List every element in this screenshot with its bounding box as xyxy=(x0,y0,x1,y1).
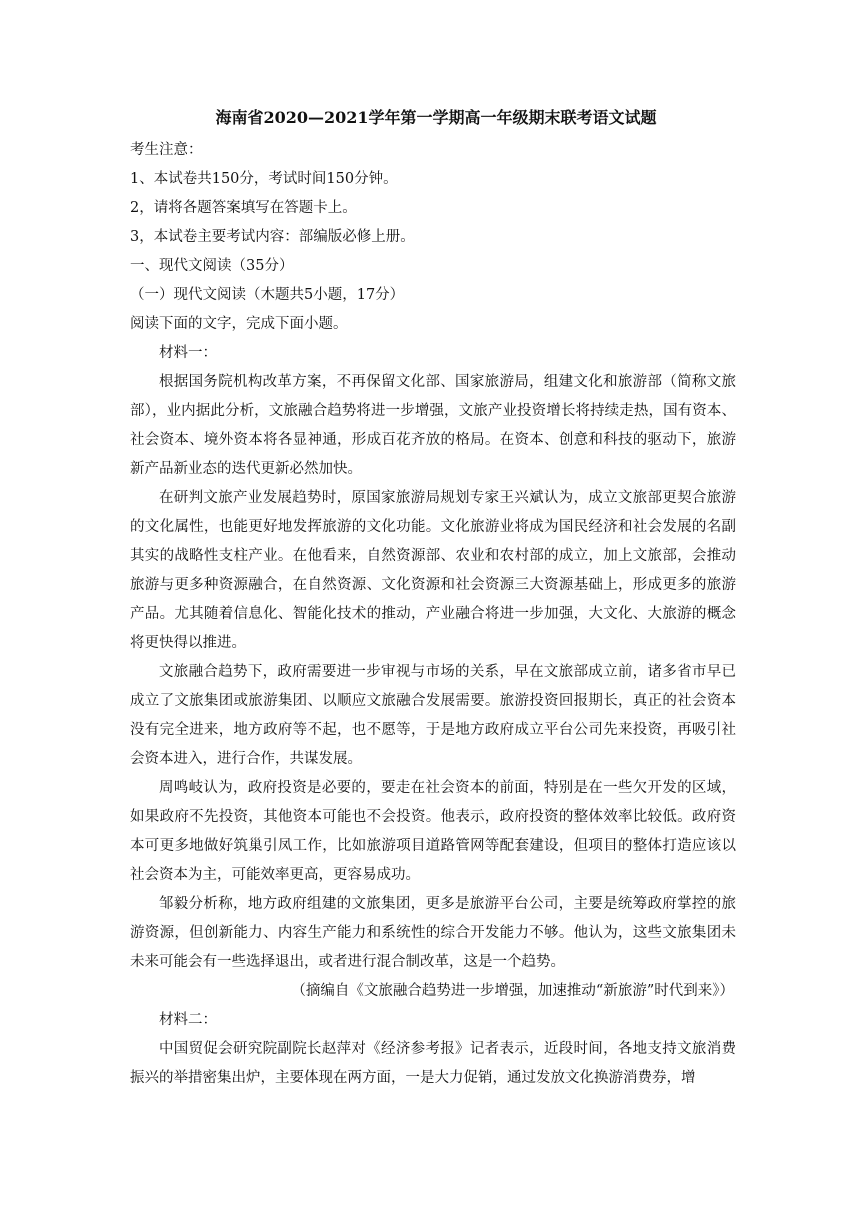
material-1-source: （摘编自《文旅融合趋势进一步增强，加速推动“新旅游”时代到来》） xyxy=(291,983,734,999)
material-2-paragraph: 中国贸促会研究院副院长赵萍对《经济参考报》记者表示，近段时间，各地支持文旅消费振兴的举措密集出炉，主要体现在两方面，一是大力促销，通过发放文化换游消费券，增 xyxy=(130,1041,736,1086)
section-heading: 一、现代文阅读（35分） xyxy=(130,258,294,274)
notice-heading: 考生注意： xyxy=(130,142,203,158)
document-title: 海南省2020—2021学年第一学期高一年级期末联考语文试题 xyxy=(215,108,657,127)
notice-item: 2，请将各题答案填写在答题卡上。 xyxy=(130,200,357,216)
notice-item: 3，本试卷主要考试内容：部编版必修上册。 xyxy=(130,229,415,245)
material-1-paragraph: 邹毅分析称，地方政府组建的文旅集团，更多是旅游平台公司，主要是统筹政府掌控的旅游资源，但创新能力、内容生产能力和系统性的综合开发能力不够。他认为，这些文旅集团未未来可能会有一些选择退出，或者进行混合制改革，这是一个趋势。 xyxy=(130,896,736,970)
notice-item: 1、本试卷共150分，考试时间150分钟。 xyxy=(130,171,398,187)
material-1-paragraph: 在研判文旅产业发展趋势时，原国家旅游局规划专家王兴斌认为，成立文旅部更契合旅游的文化属性，也能更好地发挥旅游的文化功能。文化旅游业将成为国民经济和社会发展的名副其实的战略性支柱产业。在他看来，自然资源部、农业和农村部的成立，加上文旅部，会推动旅游与更多种资源融合，在自然资源、文化资源和社会资源三大资源基础上，形成更多的旅游产品。尤其随着信息化、智能化技术的推动，产业融合将进一步加强，大文化、大旅游的概念将更快得以推进。 xyxy=(130,490,736,651)
material-2-label: 材料二： xyxy=(159,1012,217,1028)
material-1-label: 材料一： xyxy=(159,345,217,361)
subsection-heading: （一）现代文阅读（木题共5小题，17分） xyxy=(130,287,405,303)
instruction: 阅读下面的文字，完成下面小题。 xyxy=(130,316,348,332)
material-1-paragraph: 周鸣岐认为，政府投资是必要的，要走在社会资本的前面，特别是在一些欠开发的区域，如果政府不先投资，其他资本可能也不会投资。他表示，政府投资的整体效率比较低。政府资本可更多地做好筑巢引凤工作，比如旅游项目道路管网等配套建设，但项目的整体打造应该以社会资本为主，可能效率更高，更容易成功。 xyxy=(130,780,736,883)
material-1-paragraph: 文旅融合趋势下，政府需要进一步审视与市场的关系，早在文旅部成立前，诸多省市早已成立了文旅集团或旅游集团、以顺应文旅融合发展需要。旅游投资回报期长，真正的社会资本没有完全进来，地方政府等不起，也不愿等，于是地方政府成立平台公司先来投资，再吸引社会资本进入，进行合作，共谋发展。 xyxy=(130,664,736,767)
material-1-paragraph: 根据国务院机构改革方案，不再保留文化部、国家旅游局，组建文化和旅游部（简称文旅部），业内据此分析，文旅融合趋势将进一步增强，文旅产业投资增长将持续走热，国有资本、社会资本、境外资本将各显神通，形成百花齐放的格局。在资本、创意和科技的驱动下，旅游新产品新业态的迭代更新必然加快。 xyxy=(130,374,736,477)
